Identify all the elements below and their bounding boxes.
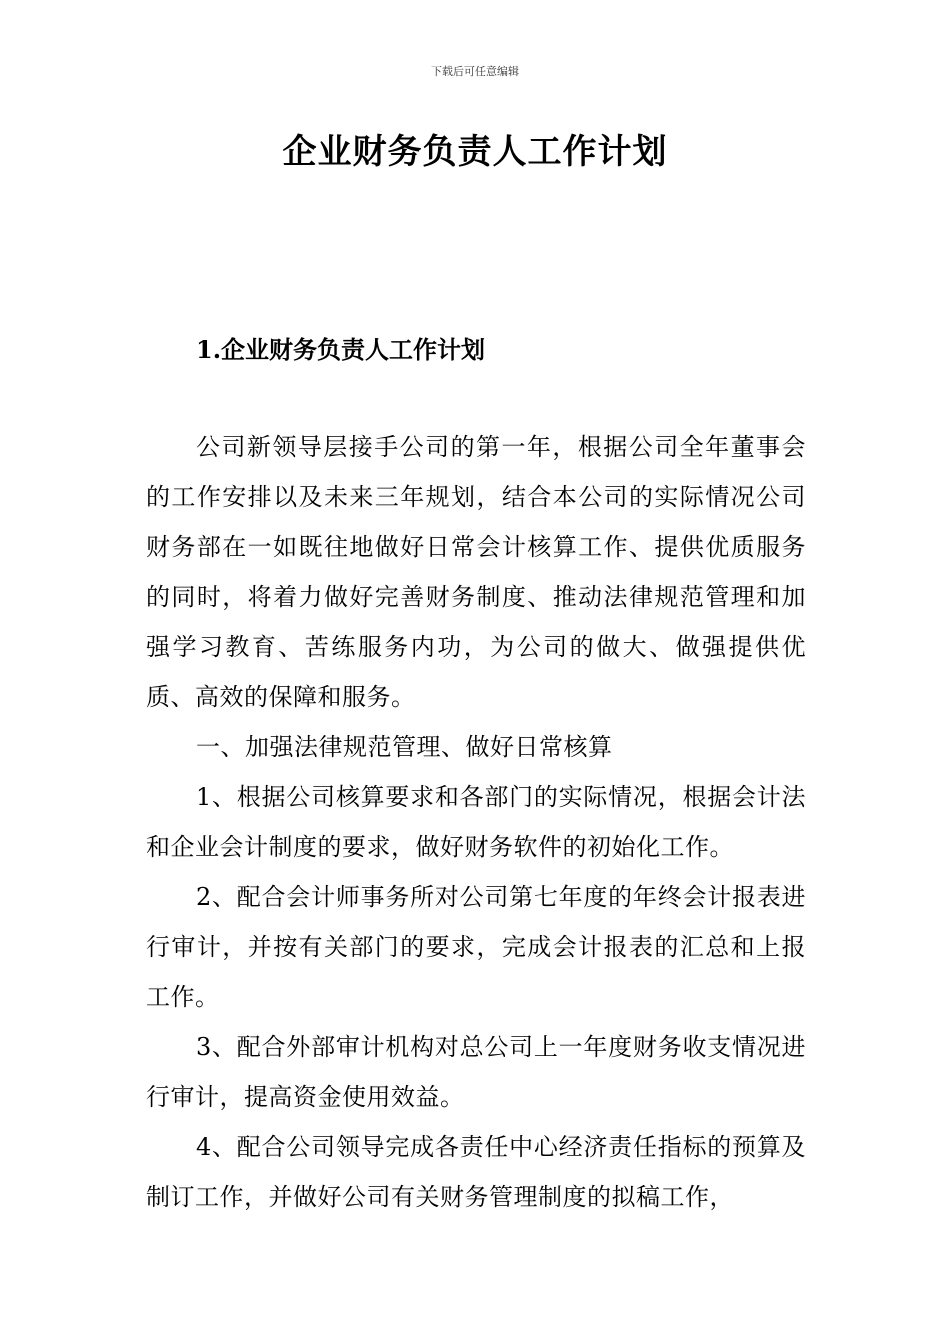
paragraph-item-3: 3、配合外部审计机构对总公司上一年度财务收支情况进行审计，提高资金使用效益。: [146, 1033, 806, 1111]
document-title: 企业财务负责人工作计划: [282, 132, 668, 172]
paragraph-item-2: 2、配合会计师事务所对公司第七年度的年终会计报表进行审计，并按有关部门的要求，完成会计报表的汇总和上报工作。: [146, 883, 806, 1011]
paragraph-item-4: 4、配合公司领导完成各责任中心经济责任指标的预算及制订工作，并做好公司有关财务管理制度的拟稿工作，: [146, 1133, 806, 1211]
body-text: [146, 422, 806, 1222]
paragraph-item-1: 1、根据公司核算要求和各部门的实际情况，根据会计法和企业会计制度的要求，做好财务软件的初始化工作。: [146, 783, 806, 861]
paragraph-heading-1: 一、加强法律规范管理、做好日常核算: [196, 733, 613, 761]
header-note: 下载后可任意编辑: [431, 65, 519, 78]
paragraph-intro: 公司新领导层接手公司的第一年，根据公司全年董事会的工作安排以及未来三年规划，结合本公司的实际情况公司财务部在一如既往地做好日常会计核算工作、提供优质服务的同时，将着力做好完善财务制度、推动法律规范管理和加强学习教育、苦练服务内功，为公司的做大、做强提供优质、高效的保障和服务。: [146, 433, 806, 711]
section-title: 1.企业财务负责人工作计划: [196, 335, 486, 364]
